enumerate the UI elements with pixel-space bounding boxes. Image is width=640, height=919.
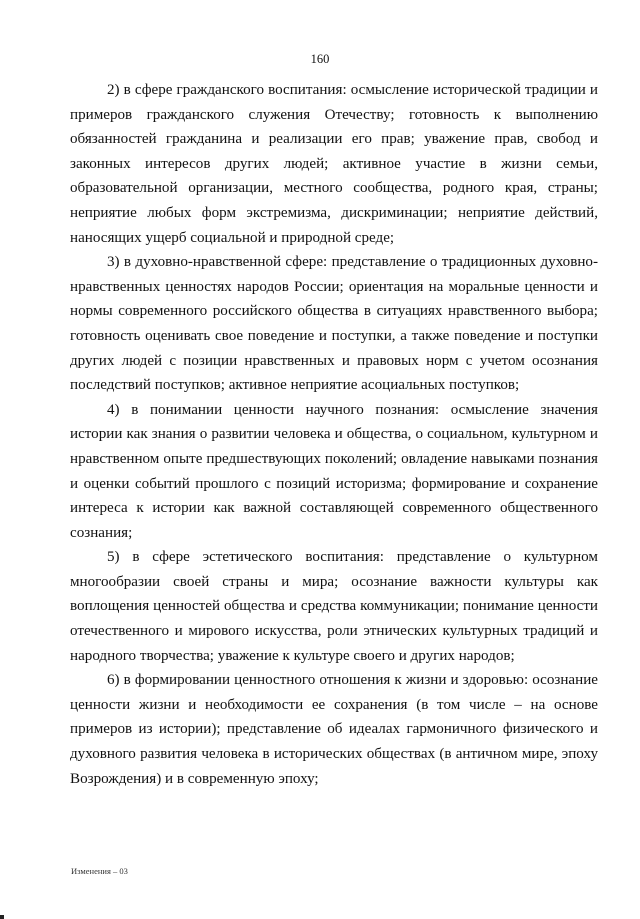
footer-revision-note: Изменения – 03 (71, 866, 128, 876)
paragraph-scientific-knowledge: 4) в понимании ценности научного познания: осмысление значения истории как знания о развитии человека и общества, о социальном, культурном и нравственном опыте предшествующих поколений; овладение навыками познания и оценки событий прошлого с позиций историзма; формирование и сохранение интереса к истории как важной составляющей современного общественного сознания; (70, 401, 598, 541)
document-body (70, 78, 598, 791)
paragraph-aesthetic-education: 5) в сфере эстетического воспитания: представление о культурном многообразии своей страны и мира; осознание важности культуры как воплощения ценностей общества и средства коммуникации; понимание ценности отечественного и мирового искусства, роли этнических культурных традиций и народного творчества; уважение к культуре своего и других народов; (70, 549, 598, 664)
paragraph-health-values: 6) в формировании ценностного отношения к жизни и здоровью: осознание ценности жизни и необходимости ее сохранения (в том числе – на основе примеров из истории); представление об идеалах гармоничного физического и духовного развития человека в исторических обществах (в античном мире, эпоху Возрождения) и в современную эпоху; (70, 672, 598, 787)
paragraph-spiritual-moral: 3) в духовно-нравственной сфере: представление о традиционных духовно-нравственных ценностях народов России; ориентация на моральные ценности и нормы современного российского общества в ситуациях нравственного выбора; готовность оценивать свое поведение и поступки, а также поведение и поступки других людей с позиции нравственных и правовых норм с учетом осознания последствий поступков; активное неприятие асоциальных поступков; (70, 254, 598, 394)
paragraph-civic-education: 2) в сфере гражданского воспитания: осмысление исторической традиции и примеров гражданского служения Отечеству; готовность к выполнению обязанностей гражданина и реализации его прав; уважение прав, свобод и законных интересов других людей; активное участие в жизни семьи, образовательной организации, местного сообщества, родного края, страны; неприятие любых форм экстремизма, дискриминации; неприятие действий, наносящих ущерб социальной и природной среде; (70, 82, 598, 246)
scan-edge-mark (0, 915, 4, 919)
page-number: 160 (310, 52, 330, 66)
